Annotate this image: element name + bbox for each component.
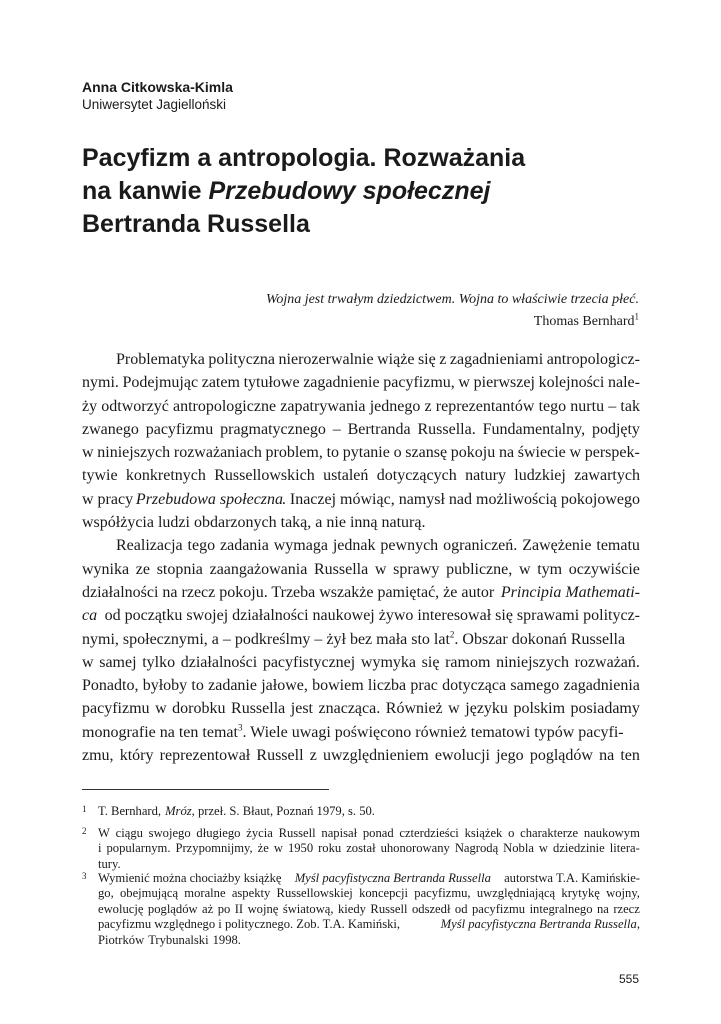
word: litera- (609, 841, 640, 856)
title-line-2-italic: Przebudowy społecznej (208, 177, 491, 205)
word: aż (202, 901, 214, 916)
word: pacyfizmu, (414, 886, 471, 901)
body-line (82, 464, 640, 487)
word: z (309, 747, 317, 765)
footnote-line (98, 933, 640, 948)
word: reprezentował (159, 747, 251, 765)
footnote-segment: pacyfizmu względnego i politycznego. Zob. T.A. Kamiński, (98, 917, 401, 932)
footnote-segment: , (636, 917, 640, 932)
word: moralne (184, 886, 226, 901)
word: prac (410, 677, 438, 695)
word: się (421, 653, 440, 671)
word: zagadnienie (303, 374, 380, 392)
word: na (596, 901, 609, 916)
word: Russell (278, 826, 316, 840)
word: w (82, 653, 94, 671)
word: życia (246, 826, 273, 840)
word: polskim (513, 700, 566, 718)
word: zatem (201, 374, 240, 392)
word: Russella (231, 700, 286, 718)
word: w (448, 700, 460, 718)
word: dziedzinie (553, 841, 605, 856)
word: konkretnych (125, 467, 206, 485)
word: koncepcji (359, 886, 409, 901)
word: tytułowe (243, 374, 300, 392)
footnote-italic: Myśl pacyfistyczna Bertranda Russella (440, 917, 637, 932)
word: Ponadto, (82, 677, 139, 695)
word: dotyczących (376, 467, 457, 485)
word: stopnia (156, 560, 203, 578)
footnote-number: 3 (82, 871, 87, 881)
word: charakterze (520, 826, 579, 840)
word: książek (464, 826, 503, 840)
word: współżycia (82, 514, 154, 532)
word: uwzględniającą (476, 886, 556, 901)
word: pytanie (342, 444, 390, 462)
footnote-number: 1 (82, 804, 87, 814)
word: Piotrków (98, 932, 145, 947)
word: nie (326, 514, 346, 532)
word: antropologicz- (546, 351, 640, 368)
body-line (82, 674, 640, 697)
word: obdarzonych (193, 514, 277, 532)
word: w (82, 444, 94, 462)
word: Podejmując (122, 374, 199, 392)
body-italic-title: Principia Mathemati- (500, 583, 640, 601)
word: tematu (596, 537, 640, 555)
word: ramom (445, 653, 491, 671)
word: z (439, 351, 447, 368)
footnote-line (98, 804, 640, 819)
word: zagadnienia (563, 677, 640, 695)
word: czterdzieści (399, 826, 459, 840)
body-line (82, 395, 640, 418)
word: samej (99, 653, 137, 671)
word: odszedł (411, 901, 451, 916)
word: oczywiście (568, 560, 640, 578)
word: szansę (405, 444, 448, 462)
word: Russellowskich (214, 467, 315, 485)
word: ciągu (115, 826, 143, 840)
word: Realizacja (116, 537, 183, 555)
page-number: 555 (619, 972, 640, 986)
word: został (346, 841, 376, 856)
word: jałowe, (261, 677, 308, 695)
word: uhonorowany (380, 841, 450, 856)
footnote-segment: autorstwa T.A. Kamińskie- (504, 871, 640, 885)
footnote-ref-2[interactable]: 2 (449, 629, 455, 640)
footnote-italic: Mróz (165, 804, 192, 818)
word: w (273, 841, 283, 856)
word: samego (510, 677, 560, 695)
word: pacyfizmu, (383, 374, 455, 392)
word: podjęty (591, 420, 640, 438)
word: byłoby (142, 677, 188, 695)
word: niniejszych (97, 444, 171, 462)
word: wynika (82, 560, 130, 578)
body-line (82, 558, 640, 581)
word: i (98, 841, 102, 856)
word: Russella (314, 560, 369, 578)
word: uwzględnieniem (322, 747, 429, 765)
word: to (191, 677, 204, 695)
footnote-ref-3[interactable]: 3 (237, 722, 243, 733)
body-text-segment: działalności na rzecz pokoju. Trzeba wszakże pamiętać, że autor (82, 583, 495, 601)
word: długiego (196, 826, 241, 840)
word: o (393, 444, 402, 462)
word: tury. (98, 856, 121, 871)
word: nale- (607, 374, 640, 392)
word: że (257, 841, 269, 856)
word: Bertranda (347, 420, 411, 438)
word: Nobla (503, 841, 534, 856)
title-line-2 (82, 175, 642, 208)
word: o (508, 826, 515, 840)
word: zawartych (574, 467, 640, 485)
word: natury (465, 467, 506, 485)
word: 1998. (212, 932, 241, 947)
word: w (155, 700, 167, 718)
word: wymaga (273, 537, 328, 555)
word: znacząca. (318, 700, 381, 718)
word: na (599, 747, 615, 765)
body-text-segment (82, 628, 625, 651)
word: ży (82, 397, 98, 415)
footnote-line (98, 857, 640, 872)
body-text-segment: nymi, społecznymi, a – podkreślmy – żył bez mała sto lat (82, 630, 450, 648)
word: 1950 (287, 841, 314, 856)
word: nierozerwalnie (278, 351, 374, 368)
word: ponad (362, 826, 394, 840)
word: naturą. (381, 514, 426, 532)
word: pacyfizmu (471, 901, 526, 916)
word: obejmującą (120, 886, 179, 901)
word: na (498, 444, 515, 462)
word: pacyfizmu (82, 700, 150, 718)
word: ludzi (157, 514, 190, 532)
word: Russell (256, 747, 304, 765)
body-line (82, 441, 640, 464)
word: Również (385, 700, 443, 718)
word: jest (290, 700, 313, 718)
footnote-text (98, 826, 640, 872)
word: tym (537, 560, 563, 578)
footnote-segment: Wymienić można chociażby książkę (98, 871, 282, 885)
word: świecie (517, 444, 566, 462)
word: jednak (332, 537, 376, 555)
word: Fundamentalny, (482, 420, 586, 438)
word: publiczne, (446, 560, 513, 578)
word: tego (538, 397, 567, 415)
title-line-2-prefix: na kanwie (82, 177, 209, 205)
word: a (315, 514, 323, 532)
word: popularnym. (106, 841, 171, 856)
body-line (82, 651, 640, 674)
word: ustaleń (323, 467, 369, 485)
word: poglądów (147, 901, 198, 916)
word: – (608, 397, 617, 415)
word: jednego (369, 397, 421, 415)
word: odtworzyć (101, 397, 169, 415)
body-line (82, 488, 640, 511)
footnote-line (98, 917, 640, 932)
word: Przypomnijmy, (175, 841, 253, 856)
word: Zawężenie (522, 537, 592, 555)
word: ten (620, 747, 640, 765)
footnote-separator (82, 789, 329, 790)
word: tylko (142, 653, 176, 671)
word: tego (187, 537, 216, 555)
word: zadanie (208, 677, 257, 695)
word: języku (465, 700, 508, 718)
body-line (82, 418, 640, 441)
title-line-1: Pacyfizm a antropologia. Rozważania (82, 144, 526, 172)
word: ze (135, 560, 150, 578)
footnote-line (98, 841, 640, 856)
word: kolejności (538, 374, 605, 392)
word: taką, (280, 514, 312, 532)
word: pierwszej (473, 374, 535, 392)
word: perspek- (584, 444, 640, 462)
word: po (217, 901, 231, 916)
word: to (326, 444, 340, 462)
body-text-segment: w pracy (82, 490, 134, 508)
footnote-segment: T. Bernhard, (98, 804, 162, 818)
word: reprezentantów (435, 397, 535, 415)
word: roku (318, 841, 342, 856)
word: pokoju (450, 444, 496, 462)
word: problem, (265, 444, 323, 462)
word: pragmatycznego (220, 420, 326, 438)
word: tywie (82, 467, 118, 485)
body-text-segment: . Wiele uwagi poświęcono również tematowi typów pacyfi- (242, 723, 624, 741)
body-italic-title: ca (82, 607, 98, 625)
word: krytykę (561, 886, 600, 901)
body-text-segment: monografie na ten temat (82, 723, 238, 741)
word: rozważaniach (173, 444, 262, 462)
footnote-line (98, 902, 640, 917)
word: go, (98, 886, 114, 901)
title-line-3: Bertranda Russella (82, 210, 310, 238)
epigraph-source (266, 311, 639, 333)
word: integralnego (529, 901, 593, 916)
word: Russellowskiej (276, 886, 353, 901)
word: zapatrywania (280, 397, 366, 415)
word: Russell (370, 901, 408, 916)
word: II (234, 901, 244, 916)
word: inną (349, 514, 378, 532)
word: Trybunalski (148, 932, 209, 947)
word: zadania (219, 537, 269, 555)
word: światową, (282, 901, 334, 916)
word: Nagrodą (454, 841, 499, 856)
epigraph (266, 289, 639, 333)
word: nurtu (570, 397, 605, 415)
word: rzecz (613, 901, 640, 916)
word: W (98, 826, 110, 840)
article-title (82, 142, 642, 241)
author-affiliation: Uniwersytet Jagielloński (82, 97, 227, 112)
body-text (82, 348, 640, 767)
word: ograniczeń. (443, 537, 518, 555)
word: ludzkiej (514, 467, 566, 485)
word: polityczna (208, 351, 276, 368)
footnote-number: 2 (82, 826, 87, 836)
word: zagadnieniami (449, 351, 544, 368)
word: w (518, 560, 531, 578)
word: w (538, 841, 549, 856)
body-line (82, 534, 640, 557)
body-line (82, 721, 640, 744)
word: w (569, 444, 582, 462)
word: jego (496, 747, 524, 765)
footnote-line (98, 871, 640, 886)
body-text-segment: . Obszar dokonań Russella (454, 630, 626, 648)
author-name: Anna Citkowska-Kimla (82, 79, 233, 95)
word: tak (620, 397, 640, 415)
word: nymi. (82, 374, 119, 392)
word: dotycząca (442, 677, 507, 695)
word: wymyka (360, 653, 416, 671)
body-line (82, 581, 640, 604)
body-line (82, 697, 640, 720)
word: posiadamy (570, 700, 640, 718)
word: w (458, 374, 470, 392)
word: w (374, 560, 387, 578)
word: swojego (148, 826, 191, 840)
word: niniejszych (496, 653, 569, 671)
word: pacyfistycznej (262, 653, 356, 671)
body-line (82, 628, 640, 651)
word: od (454, 901, 468, 916)
word: kiedy (337, 901, 366, 916)
word: – (332, 420, 341, 438)
word: sprawy (393, 560, 440, 578)
word: pewnych (380, 537, 439, 555)
body-line (82, 744, 640, 767)
word: napisał (321, 826, 358, 840)
word: liczba (367, 677, 407, 695)
word: naukowym (583, 826, 640, 840)
word: ewolucji (434, 747, 490, 765)
body-line (82, 604, 640, 627)
footnote-text (98, 871, 640, 948)
word: działalności (180, 653, 258, 671)
word: wojny, (606, 886, 640, 901)
word: ewolucję (98, 901, 144, 916)
word: antropologiczne (172, 397, 277, 415)
body-line (82, 371, 640, 394)
word: Problematyka (116, 351, 205, 368)
epigraph-author: Thomas Bernhard (533, 314, 635, 329)
word: z (424, 397, 432, 415)
word: aspekty (231, 886, 271, 901)
word: rozważań. (574, 653, 640, 671)
word: się (417, 351, 436, 368)
word: Russella. (417, 420, 476, 438)
footnote-line (98, 826, 640, 841)
word: bowiem (312, 677, 364, 695)
word: który (119, 747, 154, 765)
word: wiąże (377, 351, 415, 368)
footnote-text (98, 804, 640, 819)
epigraph-quote: Wojna jest trwałym dziedzictwem. Wojna to właściwie trzecia płeć. (265, 292, 639, 307)
word: zaangażowania (209, 560, 308, 578)
word: dorobku (172, 700, 226, 718)
word: wojnę (247, 901, 279, 916)
word: zmu, (82, 747, 114, 765)
body-line (82, 348, 640, 371)
word: pacyfizmu (145, 420, 214, 438)
body-italic-title: Przebudowa społeczna (135, 490, 284, 508)
body-text-segment (82, 721, 624, 744)
footnote-italic: Myśl pacyfistyczna Bertranda Russella (294, 871, 491, 885)
footnote-ref-1[interactable]: 1 (634, 311, 639, 322)
footnote-line (98, 886, 640, 901)
body-text-segment: . Inaczej mówiąc, namysł nad możliwością pokojowego (281, 490, 640, 508)
word: zwanego (82, 420, 139, 438)
body-line (82, 511, 640, 534)
word: poglądów (529, 747, 593, 765)
body-text-segment: od początku swojej działalności naukowej żywo interesował się sprawami politycz- (104, 607, 640, 625)
footnote-segment: , przeł. S. Błaut, Poznań 1979, s. 50. (191, 804, 375, 818)
